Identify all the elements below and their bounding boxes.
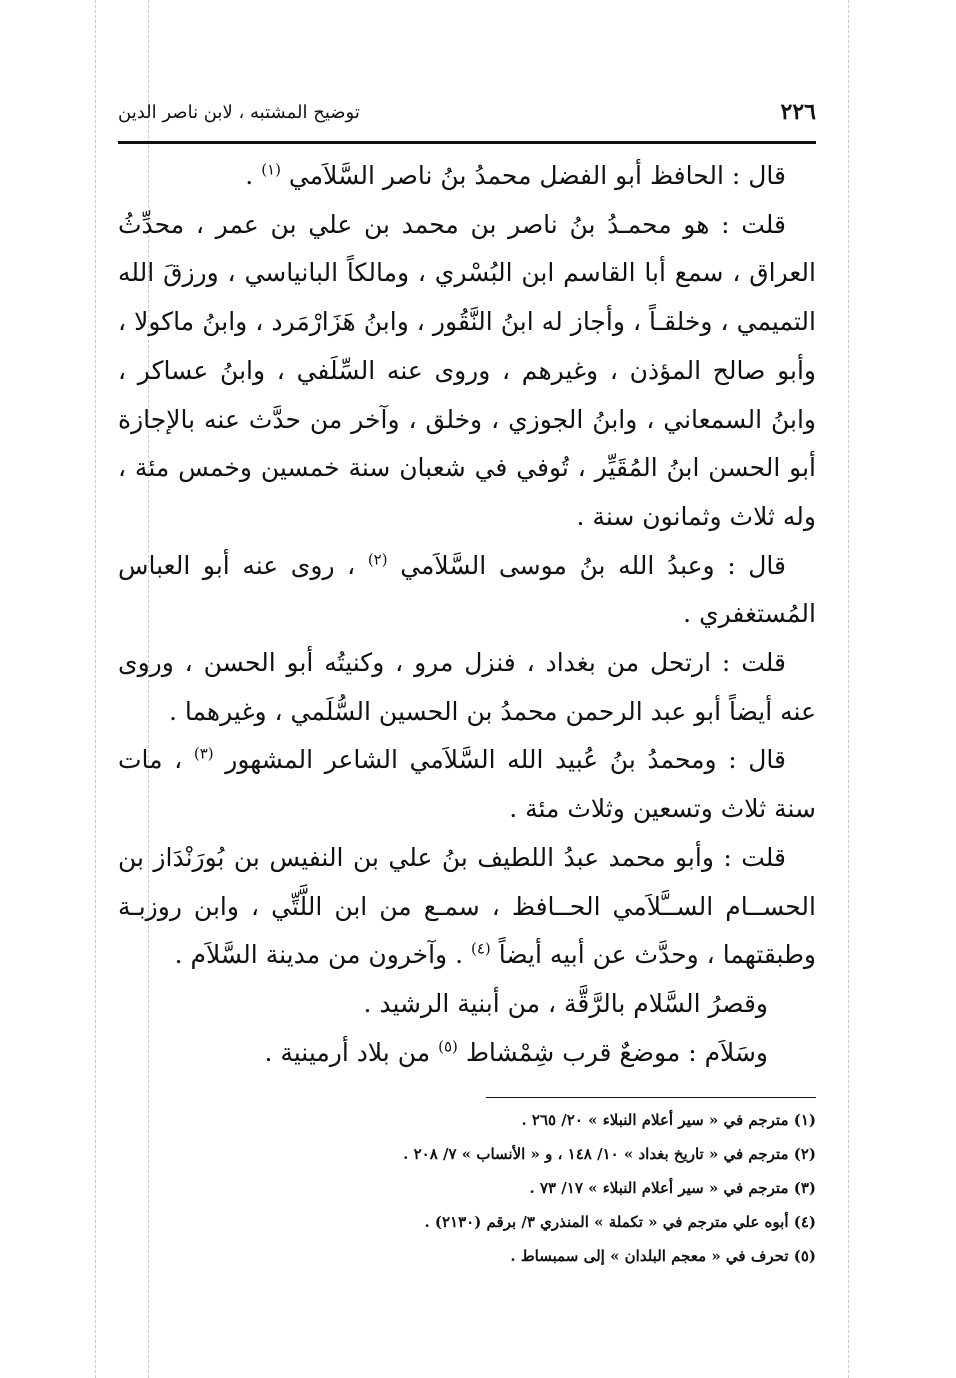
- footnote-ref: (٤): [470, 939, 491, 958]
- paragraph: قلت : وأبو محمد عبدُ اللطيف بنُ علي بن النفيس بن بُورَنْدَاز بن الحســام الســَّلاَمي الحــافظ ، سمـع من ابن اللَّتِّي ، وابن روزبـة وطبقتهما ، وحدَّث عن أبيه أيضاً $^{(٤)}$ . وآخرون من مدينة السَّلاَم .: [118, 842, 816, 970]
- page-number: ٢٢٦: [780, 99, 816, 125]
- footnote-ref: (٢): [367, 550, 388, 569]
- footnotes: [118, 1103, 816, 1273]
- paragraph: قال : الحافظ أبو الفضل محمدُ بنُ ناصر السَّلاَمي $^{(١)}$ .: [245, 160, 786, 190]
- footnote: (٢) مترجم في « تاريخ بغداد » ١٠/ ١٤٨ ، و « الأنساب » ٧/ ٢٠٨ .: [403, 1145, 816, 1163]
- footnote: (١) مترجم في « سير أعلام النبلاء » ٢٠/ ٢٦٥ .: [521, 1111, 816, 1129]
- footnote: (٤) أبوه علي مترجم في « تكملة » المنذري ٣/ برقم (٢١٣٠) .: [424, 1213, 816, 1231]
- header-rule: [118, 141, 816, 144]
- footnote: (٣) مترجم في « سير أعلام النبلاء » ١٧/ ٧٣ .: [529, 1179, 816, 1197]
- paragraph: وقصرُ السَّلام بالرَّقَّة ، من أبنية الرشيد .: [363, 988, 768, 1018]
- page-header: [118, 92, 816, 132]
- footnote-ref: (١): [261, 160, 281, 179]
- footnote-ref: (٣): [193, 745, 214, 764]
- main-text: [118, 152, 816, 1077]
- scan-guide-line: [848, 0, 849, 1378]
- scan-guide-line: [95, 0, 96, 1378]
- running-title: توضيح المشتبه ، لابن ناصر الدين: [118, 101, 360, 123]
- paragraph: قلت : هو محمـدُ بنُ ناصر بن محمد بن علي بن عمر ، محدِّثُ العراق ، سمع أبا القاسم ابن البُسْري ، ومالكاً البانياسي ، ورزقَ الله التميمي ، وخلقـاً ، وأجاز له ابنُ النَّقُور ، وابنُ هَزَارْمَرد ، وابنُ ماكولا ، وأبو صالح المؤذن ، وغيرهم ، وروى عنه السِّلَفي ، وابنُ عساكر ، وابنُ السمعاني ، وابنُ الجوزي ، وخلق ، وآخر من حدَّث عنه بالإجازة أبو الحسن ابنُ المُقَيِّر ، تُوفي في شعبان سنة خمسين وخمس مئة ، وله ثلاث وثمانون سنة .: [118, 209, 816, 531]
- footnote: (٥) تحرف في « معجم البلدان » إلى سمبساط .: [510, 1247, 816, 1265]
- paragraph: قال : ومحمدُ بنُ عُبيد الله السَّلاَمي الشاعر المشهور $^{(٣)}$ ، مات سنة ثلاث وتسعين وثلاث مئة .: [118, 745, 816, 824]
- paragraph: قال : وعبدُ الله بنُ موسى السَّلاَمي $^{(٢)}$ ، روى عنه أبو العباس المُستغفري .: [118, 550, 816, 629]
- footnote-ref: (٥): [438, 1037, 458, 1056]
- paragraph: قلت : ارتحل من بغداد ، فنزل مرو ، وكنيتُه أبو الحسن ، وروى عنه أيضاً أبو عبد الرحمن محمدُ بن الحسين السُّلَمي ، وغيرهما .: [118, 648, 816, 726]
- paragraph: وسَلاَم : موضعٌ قرب شِمْشاط $^{(٥)}$ من بلاد أرمينية .: [264, 1037, 768, 1067]
- footnote-separator: [486, 1097, 816, 1098]
